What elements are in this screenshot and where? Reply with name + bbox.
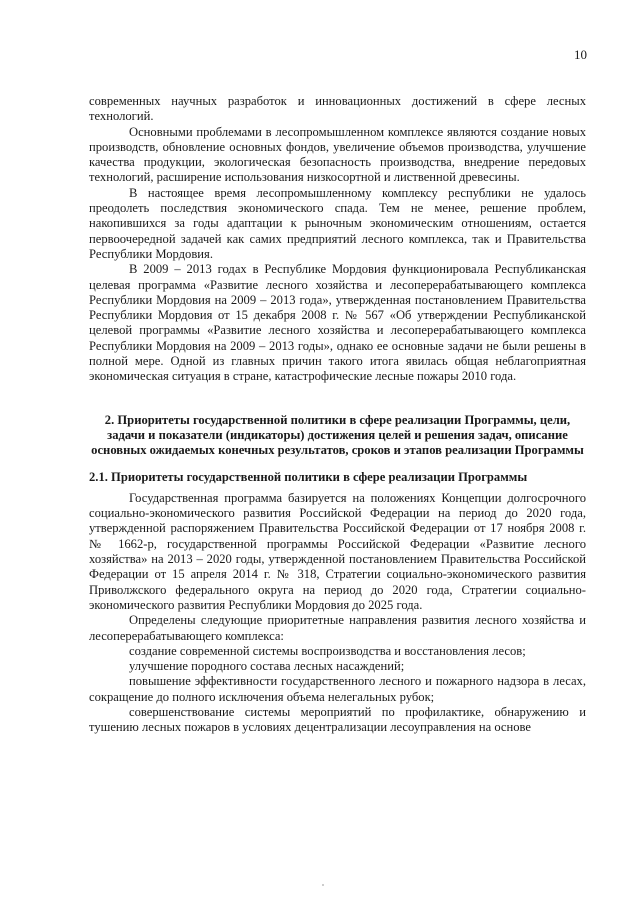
paragraph-current-state: В настоящее время лесопромышленному комплексу республики не удалось преодолеть последствия экономического спада. Тем не менее, решение проблем, накопившихся за годы адаптации к рыночным экономическим отношениям, остается первоочередной задачей как самих предприятий лесного комплекса, так и Правительства Республики Мордовия. (89, 185, 586, 261)
paragraph-problems: Основными проблемами в лесопромышленном комплексе являются создание новых производств, обновление основных фондов, увеличение объемов производства, улучшение качества продукции, экологическая безопасность производства, внедрение передовых технологий, расширение использования низкосортной и лиственной древесины. (89, 124, 586, 185)
paragraph-program-2009-2013: В 2009 – 2013 годах в Республике Мордовия функционировала Республиканская целевая программа «Развитие лесного хозяйства и лесоперерабатывающего комплекса Республики Мордовия на 2009 – 2013 года», утвержденная постановлением Правительства Республики Мордовия от 15 декабря 2008 г. № 567 «Об утверждении Республиканской целевой программы «Развитие лесного хозяйства и лесоперерабатывающего комплекса Республики Мордовия на 2009 – 2013 годы», однако ее основные задачи не были решены в полной мере. Одной из главных причин такого итога явилась общая неблагоприятная экономическая ситуация в стране, катастрофические лесные пожары 2010 года. (89, 262, 586, 384)
page-content (89, 94, 586, 736)
scan-speck (322, 884, 324, 886)
paragraph-priority-directions: Определены следующие приоритетные направления развития лесного хозяйства и лесоперерабатывающего комплекса: (89, 613, 586, 643)
paragraph-continuation: современных научных разработок и инновационных достижений в сфере лесных технологий. (89, 94, 586, 124)
list-item: создание современной системы воспроизводства и восстановления лесов; (129, 643, 526, 658)
section-heading: 2. Приоритеты государственной политики в сфере реализации Программы, цели, задачи и показатели (индикаторы) достижения целей и решения задач, описание основных ожидаемых конечных результатов, сроков и этапов реализации Программы (91, 412, 584, 458)
paragraph-program-basis: Государственная программа базируется на положениях Концепции долгосрочного социально-экономического развития Российской Федерации на период до 2020 года, утвержденной распоряжением Правительства Российской Федерации от 17 ноября 2008 г. № 1662-р, государственной программы Российской Федерации «Развитие лесного хозяйства» на 2013 – 2020 годы, утвержденной постановлением Правительства Российской Федерации от 15 апреля 2014 г. № 318, Стратегии социально-экономического развития Приволжского федерального округа на период до 2020 года, Стратегии социально-экономического развития Республики Мордовия до 2025 года. (89, 490, 586, 612)
page-number: 10 (574, 47, 587, 62)
subsection-heading: 2.1. Приоритеты государственной политики в сфере реализации Программы (89, 469, 528, 484)
list-item: повышение эффективности государственного лесного и пожарного надзора в лесах, сокращение до полного исключения объема нелегальных рубок; (89, 674, 586, 704)
list-item: совершенствование системы мероприятий по профилактике, обнаружению и тушению лесных пожаров в условиях децентрализации лесоуправления на основе (89, 704, 586, 735)
list-item: улучшение породного состава лесных насаждений; (129, 659, 405, 674)
